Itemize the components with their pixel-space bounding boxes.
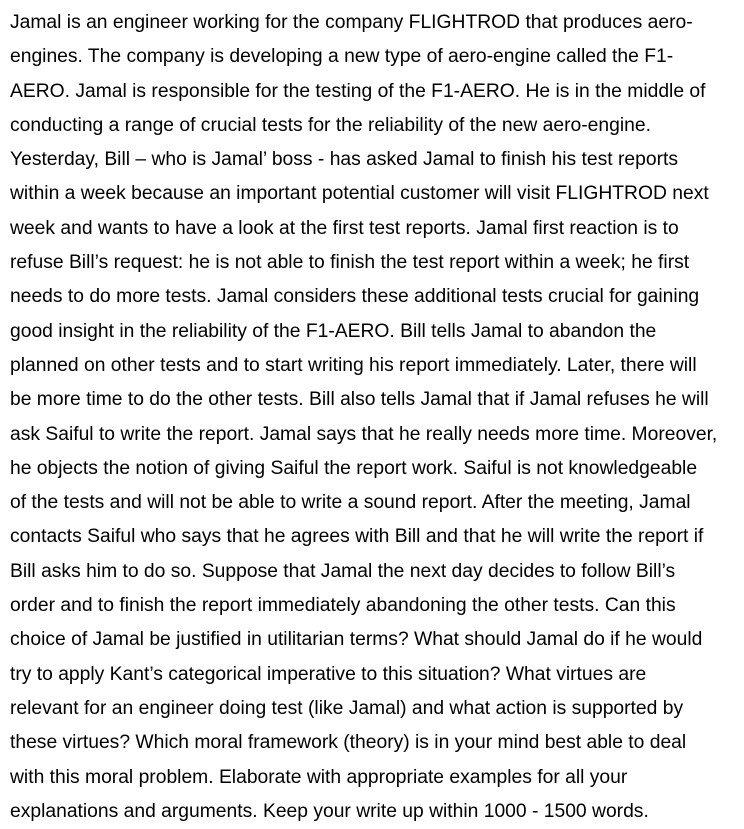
- text-line: needs to do more tests. Jamal considers these additional tests crucial for gaining: [10, 286, 700, 308]
- text-line: Bill asks him to do so. Suppose that Jamal the next day decides to follow Bill’s: [10, 560, 676, 582]
- text-line: Yesterday, Bill – who is Jamal’ boss - has asked Jamal to finish his test reports: [10, 149, 678, 171]
- text-line: week and wants to have a look at the first test reports. Jamal first reaction is to: [10, 217, 679, 239]
- text-line-last: explanations and arguments. Keep your write up within 1000 - 1500 words.: [10, 800, 649, 822]
- text-line: these virtues? Which moral framework (theory) is in your mind best able to deal: [10, 732, 687, 754]
- text-line: ask Saiful to write the report. Jamal says that he really needs more time. Moreover,: [10, 423, 718, 445]
- text-line: order and to finish the report immediately abandoning the other tests. Can this: [10, 595, 676, 617]
- text-line: contacts Saiful who says that he agrees with Bill and that he will write the report if: [10, 526, 704, 548]
- text-line: engines. The company is developing a new type of aero-engine called the F1-: [10, 46, 674, 68]
- text-line: good insight in the reliability of the F1-AERO. Bill tells Jamal to abandon the: [10, 320, 657, 342]
- text-line: of the tests and will not be able to write a sound report. After the meeting, Jamal: [10, 492, 691, 514]
- text-line: AERO. Jamal is responsible for the testing of the F1-AERO. He is in the middle of: [10, 80, 706, 102]
- text-line: with this moral problem. Elaborate with appropriate examples for all your: [10, 766, 628, 788]
- text-line: he objects the notion of giving Saiful the report work. Saiful is not knowledgeable: [10, 457, 698, 479]
- text-line: relevant for an engineer doing test (like Jamal) and what action is supported by: [10, 697, 684, 719]
- text-line: planned on other tests and to start writing his report immediately. Later, there will: [10, 354, 697, 376]
- assignment-paragraph: [10, 6, 732, 829]
- text-line: try to apply Kant’s categorical imperative to this situation? What virtues are: [10, 663, 647, 685]
- text-line: conducting a range of crucial tests for the reliability of the new aero-engine.: [10, 114, 651, 136]
- text-line: be more time to do the other tests. Bill also tells Jamal that if Jamal refuses he will: [10, 389, 709, 411]
- text-line: within a week because an important potential customer will visit FLIGHTROD next: [10, 183, 709, 205]
- text-line: choice of Jamal be justified in utilitarian terms? What should Jamal do if he would: [10, 629, 703, 651]
- text-line: refuse Bill’s request: he is not able to finish the test report within a week; he first: [10, 252, 690, 274]
- text-line: Jamal is an engineer working for the company FLIGHTROD that produces aero-: [10, 12, 693, 33]
